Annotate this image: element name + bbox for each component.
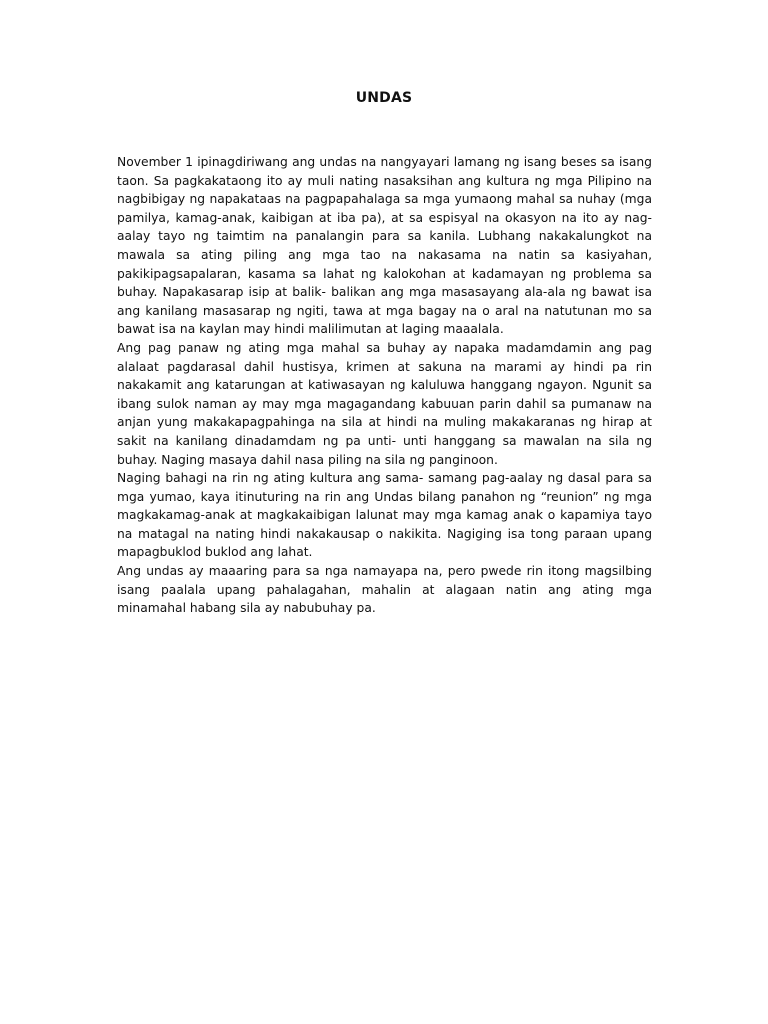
document-title: UNDAS	[355, 90, 413, 106]
paragraph-2: Ang pag panaw ng ating mga mahal sa buhay ay napaka madamdamin ang pag alalaat pagdarasal dahil hustisya, krimen at sakuna na marami ay hindi pa rin nakakamit ang katarungan at katiwasayan ng kaluluwa hanggang ngayon. Ngunit sa ibang sulok naman ay may mga magagandang kabuuan parin dahil sa pumanaw na anjan yung makakapagpahinga na sila at hindi na muling makakaranas ng hirap at sakit na kanilang dinadamdam ng pa unti- unti hanggang sa mawalan na sila ng buhay. Naging masaya dahil nasa piling na sila ng panginoon.	[117, 340, 652, 467]
paragraph-4: Ang undas ay maaaring para sa nga namayapa na, pero pwede rin itong magsilbing isang paalala upang pahalagahan, mahalin at alagaan natin ang ating mga minamahal habang sila ay nabubuhay pa.	[117, 564, 652, 616]
paragraph-1: November 1 ipinagdiriwang ang undas na nangyayari lamang ng isang beses sa isang taon. Sa pagkakataong ito ay muli nating nasaksihan ang kultura ng mga Pilipino na nagbibigay ng napakataas na pagpapahalaga sa mga yumaong mahal sa nuhay (mga pamilya, kamag-anak, kaibigan at iba pa), at sa espisyal na okasyon na ito ay nag-aalay tayo ng taimtim na panalangin para sa kanila. Lubhang nakakalungkot na mawala sa ating piling ang mga tao na nakasama na natin sa kasiyahan, pakikipagsapalaran, kasama sa lahat ng kalokohan at kadamayan ng problema sa buhay. Napakasarap isip at balik- balikan ang mga masasayang ala-ala ng bawat isa ang kanilang masasarap ng ngiti, tawa at mga bagay na o aral na natutunan mo sa bawat isa na kaylan may hindi malilimutan at laging maaalala.	[117, 155, 652, 337]
document-body	[117, 153, 652, 618]
paragraph-3: Naging bahagi na rin ng ating kultura ang sama- samang pag-aalay ng dasal para sa mga yumao, kaya itinuturing na rin ang Undas bilang panahon ng “reunion” ng mga magkakamag-anak at magkakaibigan lalunat may mga kamag anak o kapamiya tayo na matagal na nating hindi nakakausap o nakikita. Nagiging isa tong paraan upang mapagbuklod buklod ang lahat.	[117, 471, 652, 560]
